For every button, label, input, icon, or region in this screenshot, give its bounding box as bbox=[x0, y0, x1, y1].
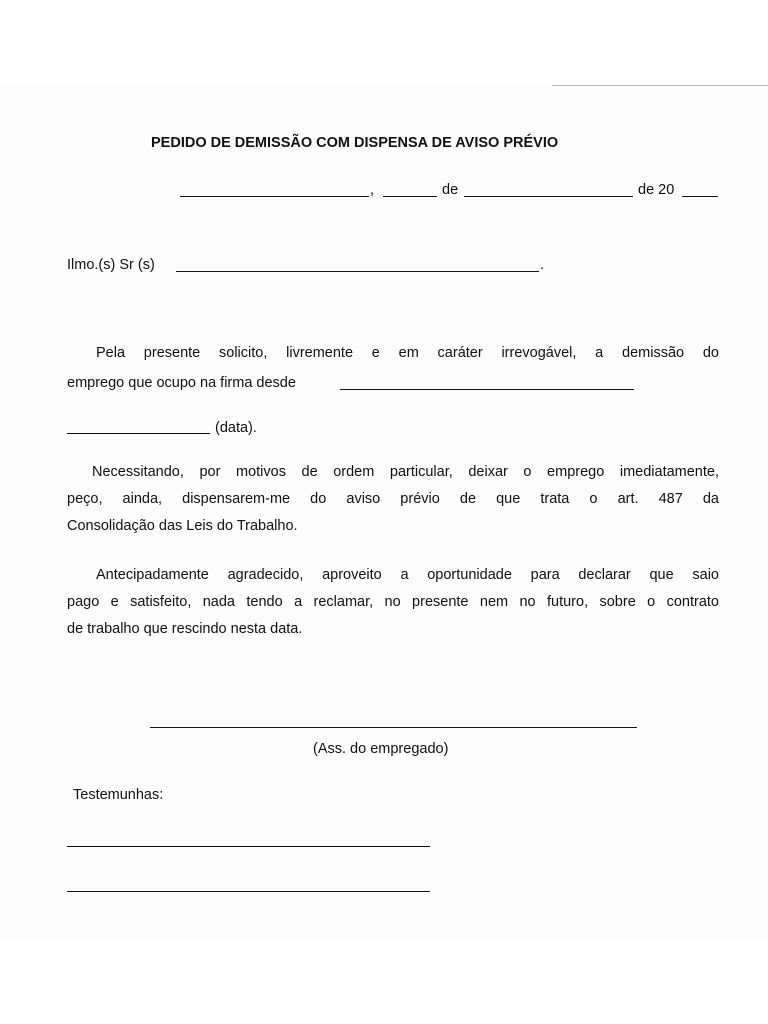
witness-1-signature-line[interactable] bbox=[67, 846, 430, 847]
city-blank[interactable] bbox=[180, 196, 369, 197]
year-blank[interactable] bbox=[682, 196, 718, 197]
date-blank[interactable] bbox=[67, 433, 210, 434]
paragraph-3-line-2: pago e satisfeito, nada tendo a reclamar, no presente nem no futuro, sobre o contrato bbox=[67, 594, 719, 610]
day-blank[interactable] bbox=[383, 196, 437, 197]
signature-label: (Ass. do empregado) bbox=[313, 741, 449, 757]
paragraph-3-line-1: Antecipadamente agradecido, aproveito a oportunidade para declarar que saio bbox=[96, 567, 719, 583]
witnesses-label: Testemunhas: bbox=[73, 787, 164, 803]
hire-date-blank[interactable] bbox=[340, 389, 634, 390]
paragraph-2-line-3: Consolidação das Leis do Trabalho. bbox=[67, 518, 298, 534]
paragraph-1-line-2: emprego que ocupo na firma desde bbox=[67, 375, 296, 391]
paragraph-2-line-2: peço, ainda, dispensarem-me do aviso prévio de que trata o art. 487 da bbox=[67, 491, 719, 507]
date-de-1: de bbox=[442, 182, 459, 198]
addressee-end: . bbox=[540, 257, 545, 273]
paragraph-1-line-3: (data). bbox=[215, 420, 257, 436]
paragraph-1-line-1: Pela presente solicito, livremente e em caráter irrevogável, a demissão do bbox=[96, 345, 719, 361]
addressee-blank[interactable] bbox=[176, 271, 539, 272]
witness-2-signature-line[interactable] bbox=[67, 891, 430, 892]
month-blank[interactable] bbox=[464, 196, 633, 197]
date-comma: , bbox=[370, 182, 375, 198]
date-de-20: de 20 bbox=[638, 182, 675, 198]
paragraph-3-line-3: de trabalho que rescindo nesta data. bbox=[67, 621, 303, 637]
employee-signature-line[interactable] bbox=[150, 727, 637, 728]
document-title: PEDIDO DE DEMISSÃO COM DISPENSA DE AVISO PRÉVIO bbox=[151, 135, 559, 151]
addressee-label: Ilmo.(s) Sr (s) bbox=[67, 257, 155, 273]
paragraph-2-line-1: Necessitando, por motivos de ordem particular, deixar o emprego imediatamente, bbox=[92, 464, 719, 480]
